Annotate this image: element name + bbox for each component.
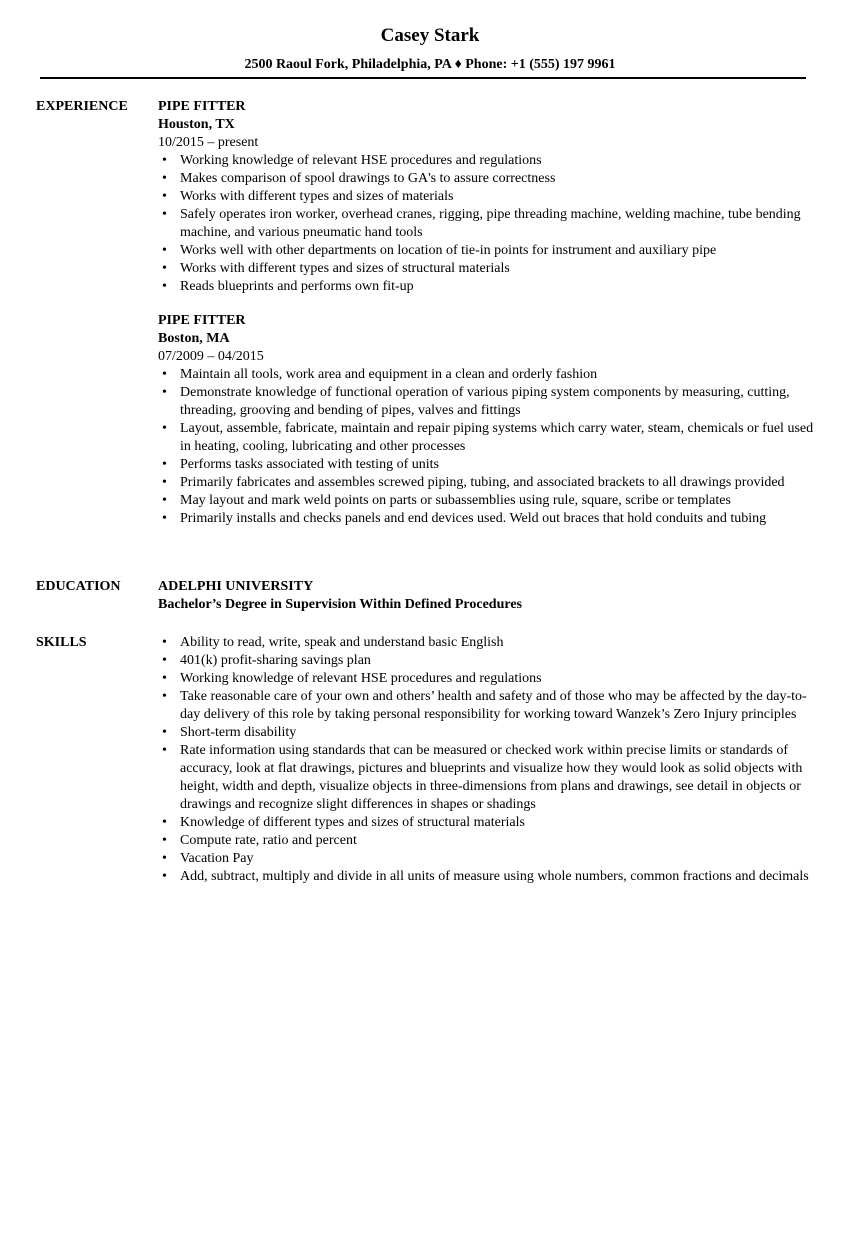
list-item: • May layout and mark weld points on parts or subassemblies using rule, square, scribe or templates	[180, 492, 818, 510]
list-item: • Primarily fabricates and assembles screwed piping, tubing, and associated brackets to all drawings provided	[180, 474, 818, 492]
skills-list	[158, 634, 818, 886]
job-title: PIPE FITTER	[158, 313, 246, 328]
list-item: • Works with different types and sizes of materials	[180, 188, 818, 206]
list-item: • Primarily installs and checks panels and end devices used. Weld out braces that hold conduits and tubing	[180, 510, 818, 528]
header-divider	[40, 77, 806, 79]
job-entry	[158, 98, 818, 296]
list-item: • Works well with other departments on location of tie-in points for instrument and auxiliary pipe	[180, 242, 818, 260]
degree-name: Bachelor’s Degree in Supervision Within Defined Procedures	[158, 597, 522, 612]
job-duties-list	[158, 152, 818, 296]
list-item: • Performs tasks associated with testing of units	[180, 456, 818, 474]
candidate-name: Casey Stark	[380, 25, 480, 46]
job-dates: 07/2009 – 04/2015	[158, 349, 264, 364]
section-title-experience: EXPERIENCE	[36, 99, 128, 114]
job-location: Boston, MA	[158, 331, 230, 346]
skills-body	[158, 634, 818, 886]
section-title-education: EDUCATION	[36, 579, 121, 594]
list-item: • Vacation Pay	[180, 850, 818, 868]
list-item: • Compute rate, ratio and percent	[180, 832, 818, 850]
list-item: • Demonstrate knowledge of functional operation of various piping system components by measuring, cutting, threading, grooving and bending of pipes, valves and fittings	[180, 384, 818, 420]
job-location: Houston, TX	[158, 117, 235, 132]
list-item: • Working knowledge of relevant HSE procedures and regulations	[180, 670, 818, 688]
list-item: • Short-term disability	[180, 724, 818, 742]
list-item: • 401(k) profit-sharing savings plan	[180, 652, 818, 670]
list-item: • Working knowledge of relevant HSE procedures and regulations	[180, 152, 818, 170]
job-dates: 10/2015 – present	[158, 135, 259, 150]
resume-header	[0, 0, 860, 74]
list-item: • Layout, assemble, fabricate, maintain and repair piping systems which carry water, steam, chemicals or fuel used in heating, cooling, lubricating and other processes	[180, 420, 818, 456]
list-item: • Knowledge of different types and sizes of structural materials	[180, 814, 818, 832]
experience-body	[158, 98, 818, 528]
list-item: • Makes comparison of spool drawings to GA's to assure correctness	[180, 170, 818, 188]
list-item: • Safely operates iron worker, overhead cranes, rigging, pipe threading machine, welding machine, tube bending machine, and various pneumatic hand tools	[180, 206, 818, 242]
education-body	[158, 578, 818, 614]
list-item: • Maintain all tools, work area and equipment in a clean and orderly fashion	[180, 366, 818, 384]
contact-line: 2500 Raoul Fork, Philadelphia, PA ♦ Phone: +1 (555) 197 9961	[244, 57, 616, 72]
list-item: • Reads blueprints and performs own fit-up	[180, 278, 818, 296]
job-duties-list	[158, 366, 818, 528]
school-name: ADELPHI UNIVERSITY	[158, 579, 314, 594]
list-item: • Works with different types and sizes of structural materials	[180, 260, 818, 278]
job-title: PIPE FITTER	[158, 99, 246, 114]
list-item: • Add, subtract, multiply and divide in all units of measure using whole numbers, common fractions and decimals	[180, 868, 818, 886]
job-entry	[158, 312, 818, 528]
section-title-skills: SKILLS	[36, 635, 87, 650]
list-item: • Rate information using standards that can be measured or checked work within precise limits or standards of accuracy, look at flat drawings, pictures and blueprints and visualize how they would look as solid objects with height, width and depth, visualize objects in three-dimensions from plans and drawings, see detail in objects or drawings and recognize slight differences in shapes or shadings	[180, 742, 818, 814]
list-item: • Ability to read, write, speak and understand basic English	[180, 634, 818, 652]
list-item: • Take reasonable care of your own and others’ health and safety and of those who may be affected by the day-to-day delivery of this role by taking personal responsibility for working toward Wanzek’s Zero Injury principles	[180, 688, 818, 724]
